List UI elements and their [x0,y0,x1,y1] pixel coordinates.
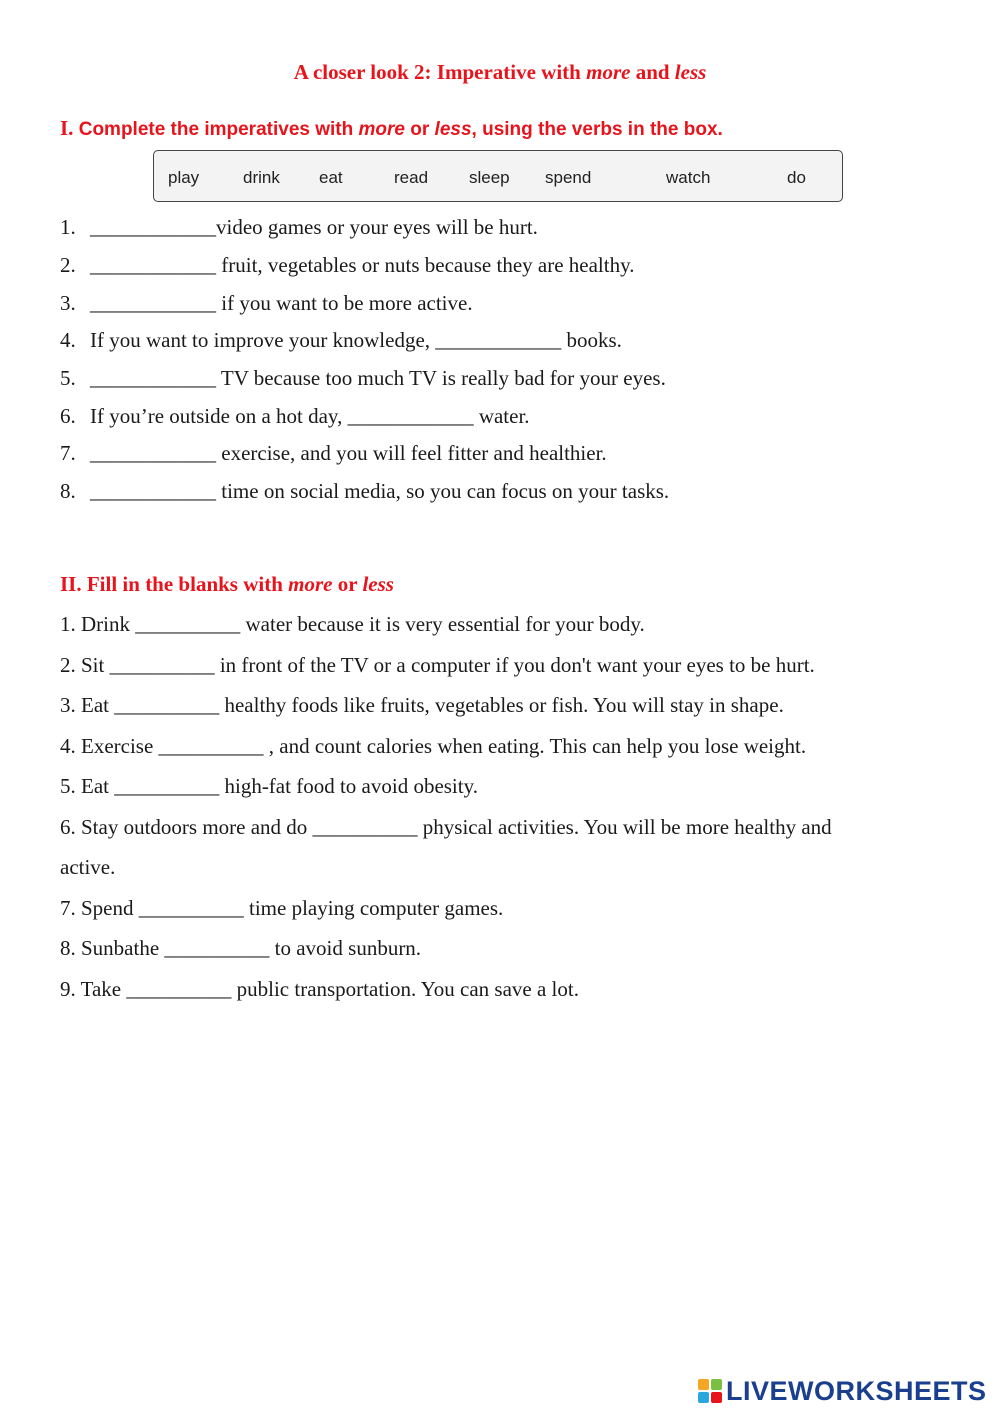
liveworksheets-logo [698,1376,987,1406]
exercise-2-line[interactable]: 2. Sit __________ in front of the TV or a computer if you don't want your eyes to be hurt. [60,653,815,677]
section-2-heading: II. Fill in the blanks with more or less [60,572,394,596]
logo-square [698,1392,709,1403]
exercise-2-line-continuation: active. [60,855,116,879]
exercise-1-item[interactable]: 7. ____________ exercise, and you will feel fitter and healthier. [60,441,607,465]
exercise-2-line[interactable]: 8. Sunbathe __________ to avoid sunburn. [60,936,422,960]
logo-text: LIVEWORKSHEETS [726,1375,987,1406]
logo-square [711,1379,722,1390]
exercise-1-item[interactable]: 1. ____________video games or your eyes will be hurt. [60,215,538,239]
verb-word: sleep [469,168,510,187]
liveworksheets-logo-icon [698,1379,722,1403]
exercise-2-line[interactable]: 7. Spend __________ time playing computer games. [60,896,504,920]
exercise-1-item[interactable]: 2. ____________ fruit, vegetables or nuts because they are healthy. [60,253,635,277]
verb-word: do [787,168,806,187]
logo-square [698,1379,709,1390]
section-1-heading: I. Complete the imperatives with more or less, using the verbs in the box. [60,116,723,140]
verb-word: read [394,168,429,187]
exercise-1-item[interactable]: 6. If you’re outside on a hot day, ____________ water. [60,404,530,428]
logo-square [711,1392,722,1403]
exercise-2-line[interactable]: 6. Stay outdoors more and do __________ physical activities. You will be more healthy and [60,815,832,839]
verb-word: eat [319,168,343,187]
exercise-2-line[interactable]: 4. Exercise __________ , and count calories when eating. This can help you lose weight. [60,734,807,758]
exercise-1-item[interactable]: 8. ____________ time on social media, so you can focus on your tasks. [60,479,670,503]
exercise-1-item[interactable]: 3. ____________ if you want to be more active. [60,291,473,315]
verb-word: drink [243,168,280,187]
exercise-2-line[interactable]: 5. Eat __________ high-fat food to avoid obesity. [60,774,478,798]
verb-word: play [168,168,200,187]
verb-box [153,150,843,202]
verb-word: spend [545,168,592,187]
exercise-2-line[interactable]: 3. Eat __________ healthy foods like fruits, vegetables or fish. You will stay in shape. [60,693,784,717]
exercise-2-line[interactable]: 1. Drink __________ water because it is very essential for your body. [60,612,645,636]
exercise-1-item[interactable]: 5. ____________ TV because too much TV is really bad for your eyes. [60,366,666,390]
exercise-1-item[interactable]: 4. If you want to improve your knowledge, ____________ books. [60,328,622,352]
worksheet-title: A closer look 2: Imperative with more and less [293,60,707,84]
exercise-2-line[interactable]: 9. Take __________ public transportation. You can save a lot. [60,977,579,1001]
verb-word: watch [666,168,711,187]
